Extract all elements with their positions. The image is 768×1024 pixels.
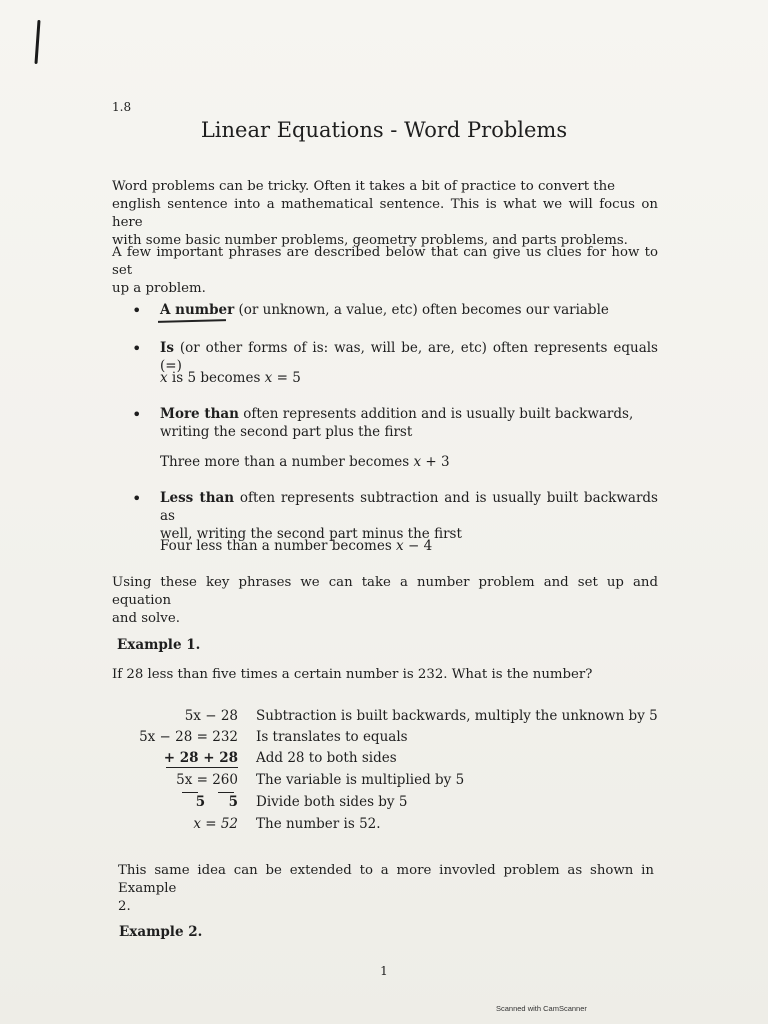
bullet-text: writing the second part plus the first: [160, 424, 413, 440]
bullet-term: More than: [160, 406, 239, 422]
example-2-heading: Example 2.: [119, 924, 203, 940]
intro-paragraph: [112, 178, 658, 250]
math-var: x: [413, 454, 422, 470]
math-var: x: [396, 538, 404, 554]
bullet-example: [160, 537, 432, 555]
step-explanation: Divide both sides by 5: [256, 794, 408, 810]
math-var: x: [160, 370, 168, 386]
extension-line: 2.: [118, 899, 131, 914]
step-explanation: Add 28 to both sides: [256, 750, 397, 766]
bullet-text: (or other forms of is: was, will be, are, etc) often represents equals (=): [160, 340, 658, 374]
intro-line: with some basic number problems, geometry problems, and parts problems.: [112, 233, 628, 248]
equation-step: 5x − 28 = 232: [139, 729, 238, 745]
step-explanation: Is translates to equals: [256, 729, 408, 745]
phrases-paragraph: [112, 244, 658, 298]
extension-paragraph: [118, 862, 654, 916]
addition-rule-line: [166, 767, 238, 768]
bullet-term: A number: [160, 302, 235, 318]
example-text: − 4: [403, 538, 433, 554]
example-text: + 3: [421, 454, 450, 470]
bullet-example: [160, 453, 450, 471]
equation-step: x = 52: [193, 816, 238, 832]
intro-line: english sentence into a mathematical sentence. This is what we will focus on here: [112, 197, 658, 230]
bullet-item-a-number: [160, 301, 658, 319]
bullet-term: Is: [160, 340, 174, 356]
section-number: 1.8: [112, 100, 132, 114]
bullet-dot: •: [132, 405, 142, 424]
bullet-text: often represents subtraction and is usually built backwards as: [160, 490, 658, 524]
key-phrases-line: Using these key phrases we can take a number problem and set up and equation: [112, 575, 658, 608]
equation-step: 5 5: [195, 794, 238, 810]
step-explanation: The number is 52.: [256, 816, 381, 832]
key-phrases-paragraph: [112, 574, 658, 628]
page-title: Linear Equations - Word Problems: [200, 118, 568, 142]
equation-step: + 28 + 28: [163, 750, 238, 766]
page-number: 1: [380, 964, 388, 978]
handwritten-underline: [158, 319, 226, 323]
bullet-term: Less than: [160, 490, 235, 506]
bullet-item-less-than: [160, 489, 658, 543]
example-text: = 5: [272, 370, 301, 386]
phrases-line: up a problem.: [112, 281, 206, 296]
bullet-dot: •: [132, 339, 142, 358]
bullet-text: often represents addition and is usually built backwards,: [238, 406, 634, 422]
bullet-text: (or unknown, a value, etc) often becomes our variable: [234, 302, 609, 318]
example-text: Four less than a number becomes: [160, 538, 397, 554]
example-1-heading: Example 1.: [117, 637, 201, 653]
extension-line: This same idea can be extended to a more invovled problem as shown in Example: [118, 863, 654, 896]
math-var: x: [264, 370, 273, 386]
step-explanation: The variable is multiplied by 5: [256, 772, 465, 788]
phrases-line: A few important phrases are described below that can give us clues for how to set: [112, 245, 658, 278]
bullet-text: well, writing the second part minus the first: [160, 526, 462, 542]
scanner-watermark: Scanned with CamScanner: [496, 1004, 587, 1013]
key-phrases-line: and solve.: [112, 611, 180, 626]
bullet-item-more-than: [160, 405, 658, 441]
equation-step: 5x = 260: [176, 772, 238, 788]
equation-step: 5x − 28: [184, 708, 238, 724]
bullet-dot: •: [132, 301, 142, 320]
step-explanation: Subtraction is built backwards, multiply the unknown by 5: [256, 708, 658, 724]
bullet-example: [160, 369, 301, 387]
bullet-dot: •: [132, 489, 142, 508]
intro-line: Word problems can be tricky. Often it takes a bit of practice to convert the: [112, 179, 616, 194]
example-text: Three more than a number becomes: [160, 454, 414, 470]
example-text: is 5 becomes: [167, 370, 265, 386]
example-1-question: If 28 less than five times a certain number is 232. What is the number?: [112, 667, 593, 682]
pen-mark: [34, 20, 40, 64]
